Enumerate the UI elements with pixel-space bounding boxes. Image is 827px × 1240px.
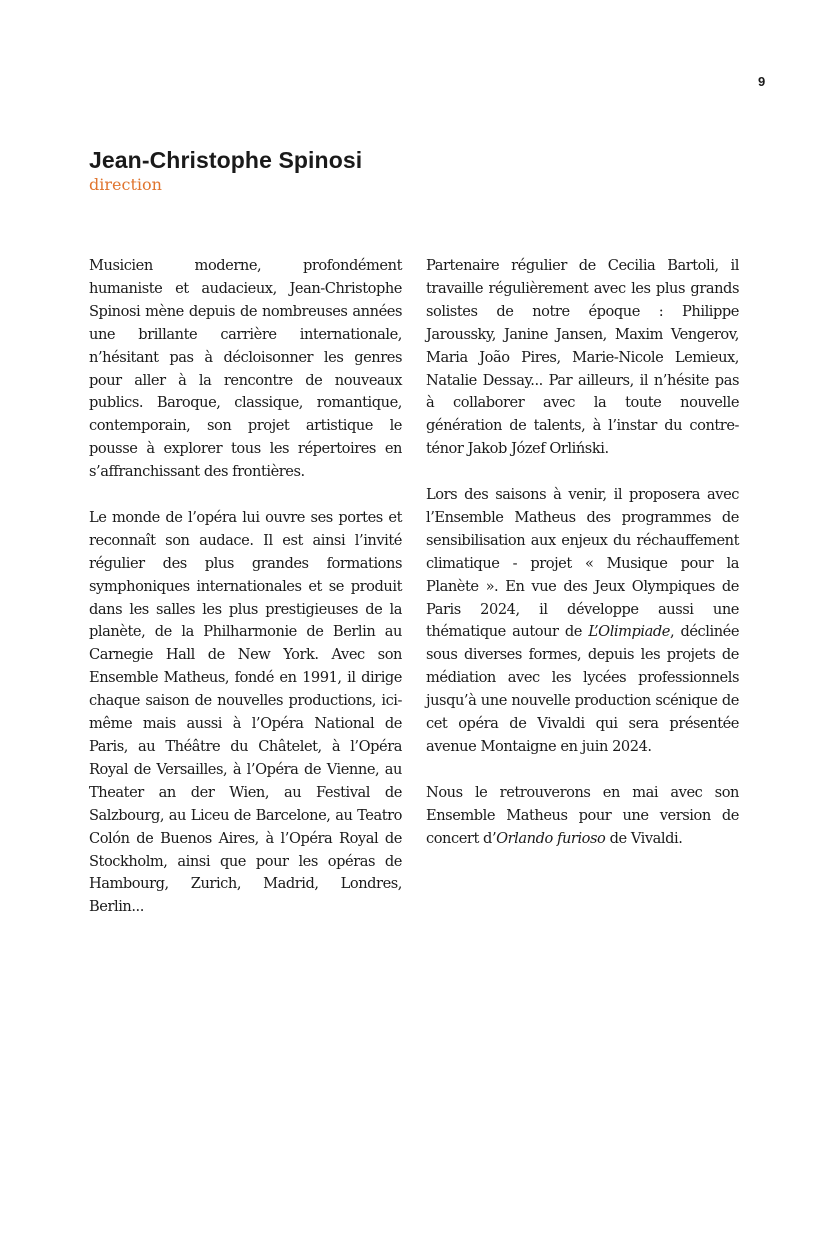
- text-run: Nous le retrouverons en mai avec son Ensemble Matheus pour une version de concert d’: [426, 783, 739, 847]
- work-title: L’Olimpiade: [588, 623, 670, 641]
- section-header: [89, 146, 362, 196]
- text-run: Lors des saisons à venir, il proposera avec l’Ensemble Matheus des programmes de sensibilisation aux enjeux du réchauffement climatique - projet « Musique pour la Planète ». En vue des Jeux Olympiques de Paris 2024, il développe aussi une thématique autour de: [426, 486, 739, 641]
- paragraph: [426, 484, 739, 759]
- paragraph: Musicien moderne, profondément humaniste et audacieux, Jean-Christophe Spinosi mène depuis de nombreuses années une brillante carrière internationale, n’hésitant pas à décloisonner les genres pour aller à la rencontre de nouveaux publics. Baroque, classique, romantique, contemporain, son projet artistique le pousse à explorer tous les répertoires en s’affranchissant des frontières.: [89, 257, 402, 481]
- page-subtitle: direction: [89, 175, 162, 194]
- paragraph: [426, 782, 739, 851]
- page-number: 9: [758, 74, 766, 89]
- work-title: Orlando furioso: [496, 829, 606, 847]
- text-run: , déclinée sous diverses formes, depuis les projets de médiation avec les lycées professionnels jusqu’à une nouvelle production scénique de cet opéra de Vivaldi qui sera présentée avenue Montaigne en juin 2024.: [426, 623, 740, 756]
- text-run: de Vivaldi.: [605, 829, 683, 847]
- page-title: Jean-Christophe Spinosi: [89, 147, 363, 173]
- paragraph: Le monde de l’opéra lui ouvre ses portes et reconnaît son audace. Il est ainsi l’invité régulier des plus grandes formations symphoniques internationales et se produit dans les salles les plus prestigieuses de la planète, de la Philharmonie de Berlin au Carnegie Hall de New York. Avec son Ensemble Matheus, fondé en 1991, il dirige chaque saison de nouvelles productions, ici-même mais aussi à l’Opéra National de Paris, au Théâtre du Châtelet, à l’Opéra Royal de Versailles, à l’Opéra de Vienne, au Theater an der Wien, au Festival de Salzbourg, au Liceu de Barcelone, au Teatro Colón de Buenos Aires, à l’Opéra Royal de Stockholm, ainsi que pour les opéras de Hambourg, Zurich, Madrid, Londres, Berlin...: [89, 508, 402, 916]
- left-column: [89, 255, 402, 942]
- right-column: [426, 255, 739, 873]
- paragraph: Partenaire régulier de Cecilia Bartoli, il travaille régulièrement avec les plus grands solistes de notre époque : Philippe Jaroussky, Janine Jansen, Maxim Vengerov, Maria João Pires, Marie-Nicole Lemieux, Natalie Dessay... Par ailleurs, il n’hésite pas à collaborer avec la toute nouvelle génération de talents, à l’instar du contre-ténor Jakob Józef Orliński.: [426, 257, 739, 458]
